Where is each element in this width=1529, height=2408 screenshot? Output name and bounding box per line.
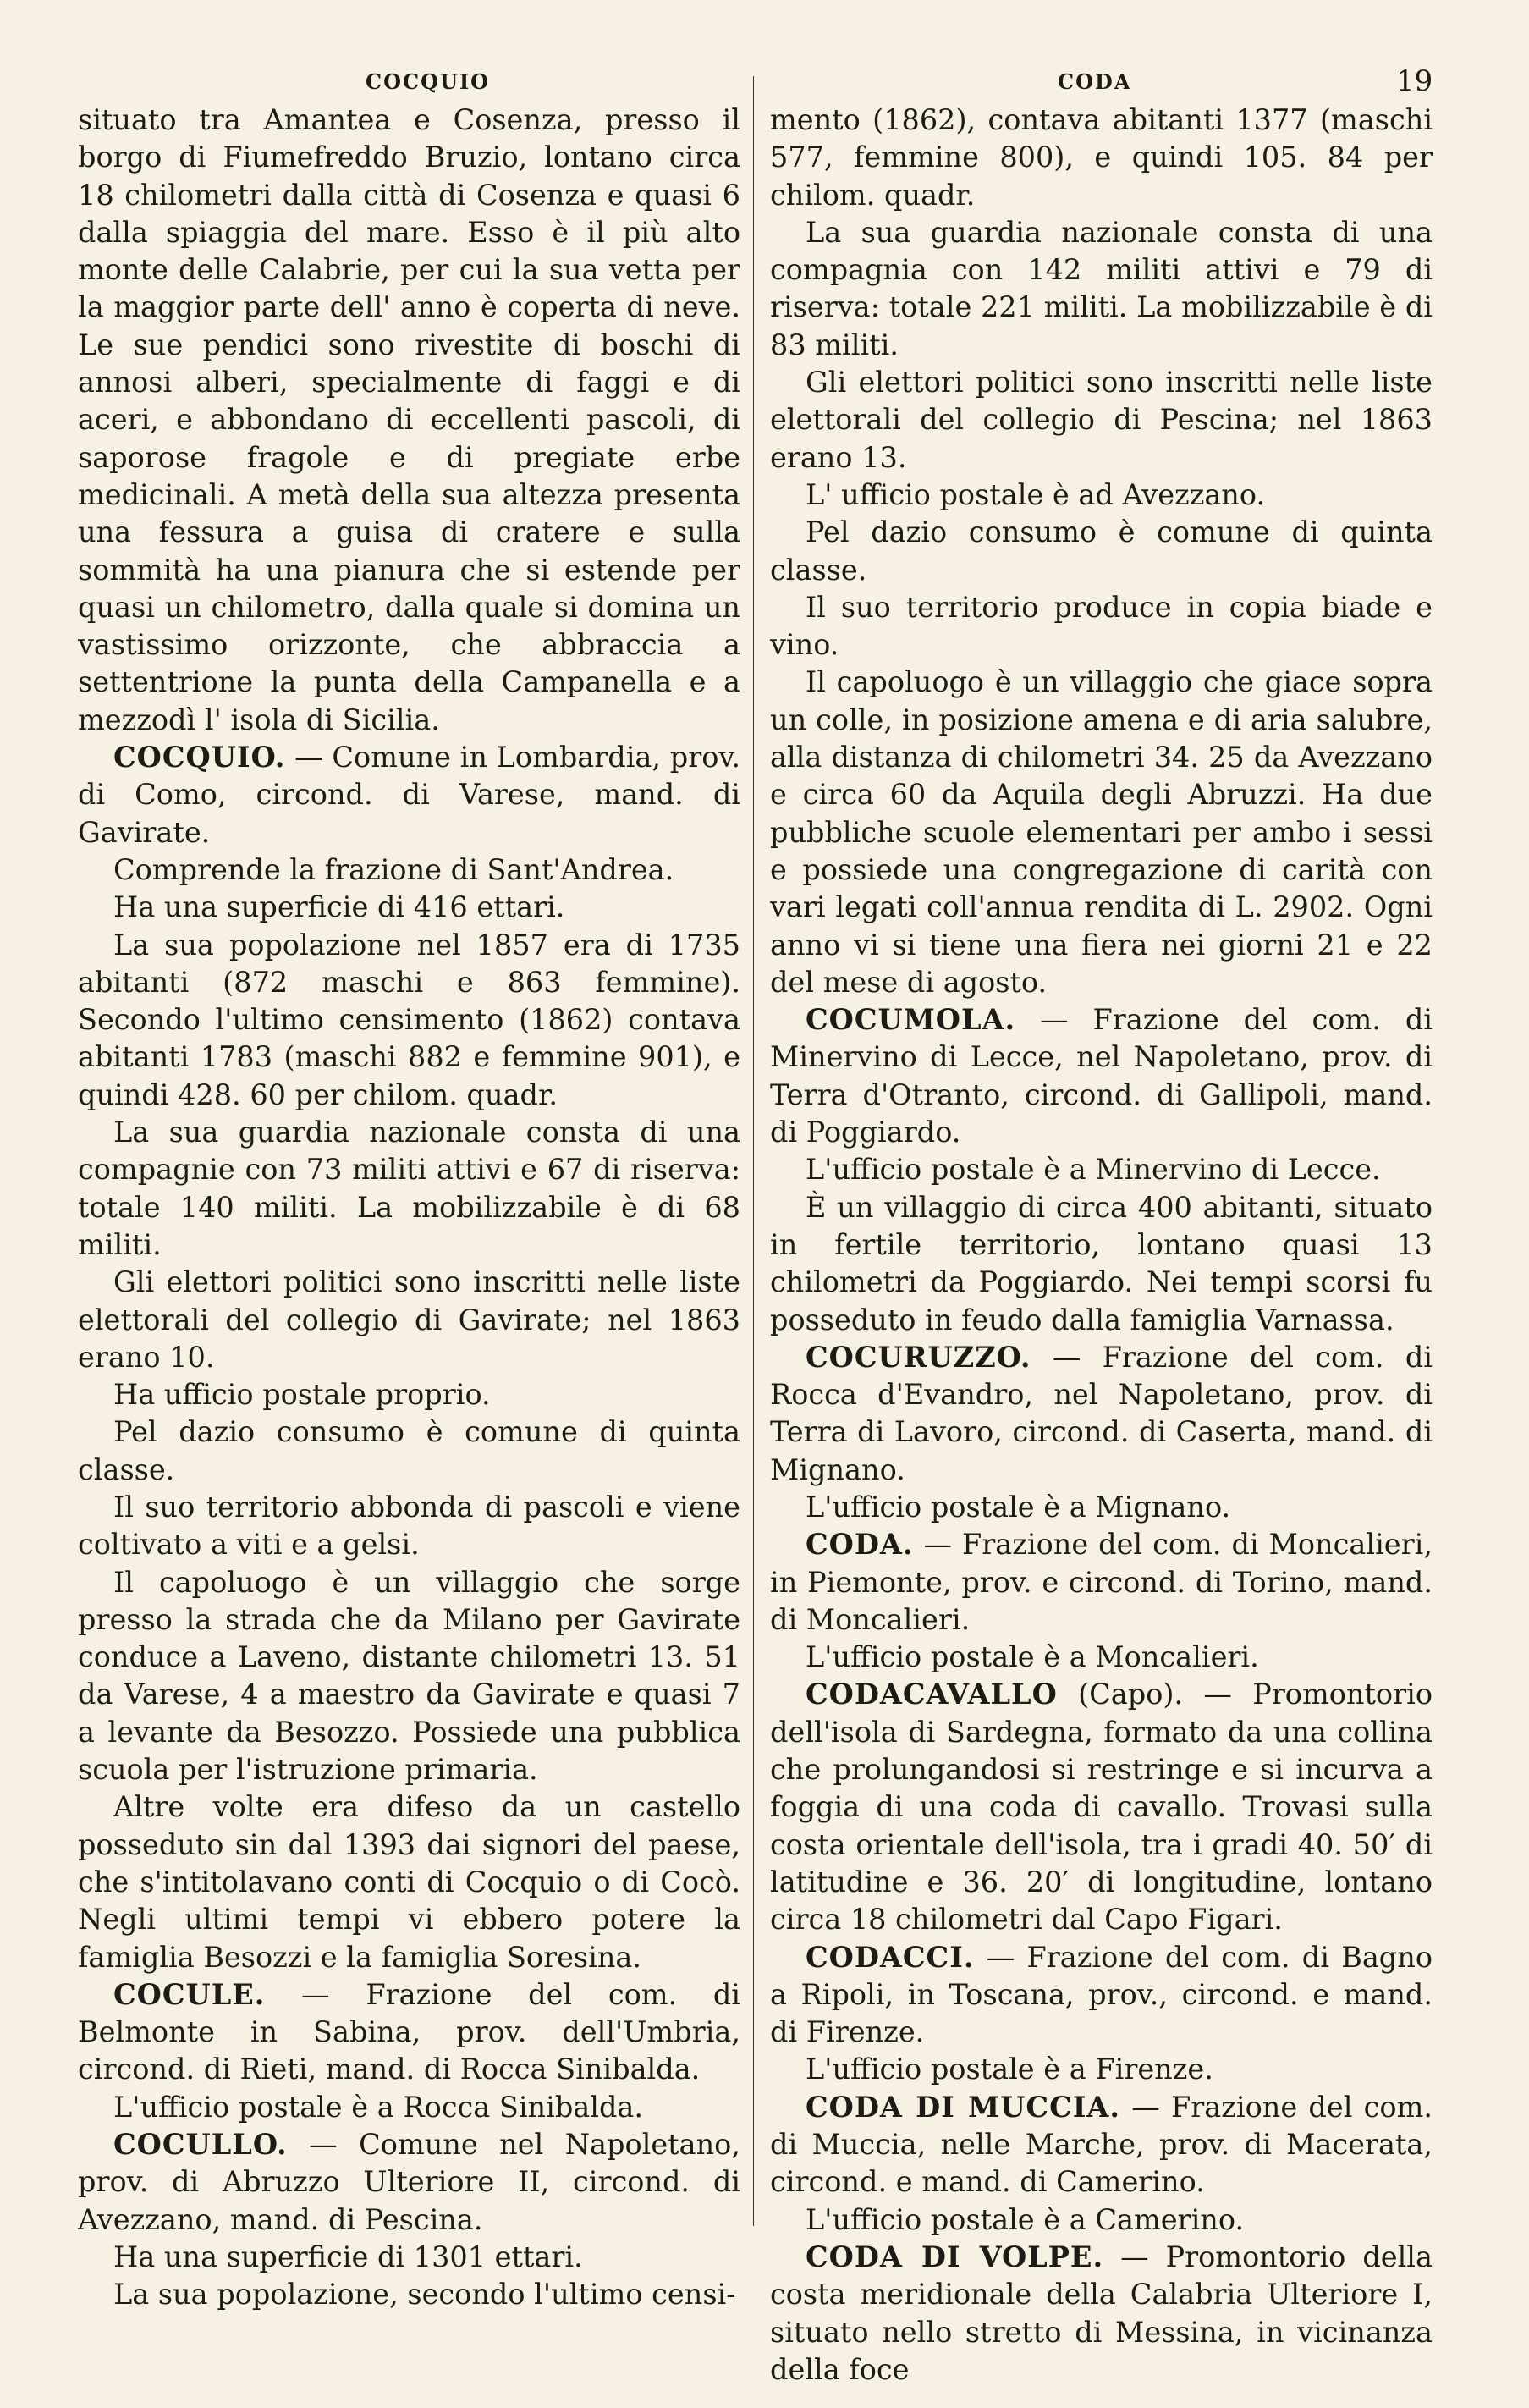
entry-text: (Capo). — Promontorio dell'isola di Sardegna, formato da una collina che prolungandosi si restringe e si incurva a foggia di una coda di cavallo. Trovasi sulla costa orientale dell'isola, tra i gradi 40. 50′ di latitudine e 36. 20′ di longitudine, lontano circa 18 chilometri dal Capo Figari. — [770, 1678, 1433, 1937]
entry-cocquio — [78, 739, 740, 851]
entry-text: — Comune in Lombardia, prov. di Como, circond. di Varese, mand. di Gavirate. — [78, 741, 740, 849]
paragraph: Gli elettori politici sono inscritti nelle liste elettorali del collegio di Gavirate; nel 1863 erano 10. — [78, 1265, 740, 1374]
entry-title: COCQUIO. — [113, 741, 286, 774]
paragraph: Pel dazio consumo è comune di quinta classe. — [78, 1415, 740, 1486]
entry-text: — Promontorio della costa meridionale della Calabria Ulteriore I, situato nello stretto di Messina, in vicinanza della foce — [770, 2240, 1433, 2386]
paragraph: La sua guardia nazionale consta di una compagnie con 73 militi attivi e 67 di riserva: totale 140 militi. La mobilizzabile è di 68 militi. — [78, 1116, 740, 1261]
running-head-left: COCQUIO — [366, 69, 491, 94]
entry-title: COCULLO. — [113, 2128, 288, 2162]
paragraph: L'ufficio postale è a Camerino. — [806, 2202, 1245, 2236]
paragraph: mento (1862), contava abitanti 1377 (maschi 577, femmine 800), e quindi 105. 84 per chilom. quadr. — [770, 103, 1433, 212]
paragraph: Comprende la frazione di Sant'Andrea. — [113, 852, 674, 886]
entry-text: — Comune nel Napoletano, prov. di Abruzzo Ulteriore II, circond. di Avezzano, mand. di Pescina. — [78, 2128, 740, 2236]
paragraph: L'ufficio postale è a Firenze. — [806, 2053, 1213, 2086]
paragraph: L'ufficio postale è a Minervino di Lecce. — [806, 1153, 1381, 1187]
entry-title: CODA DI MUCCIA. — [806, 2090, 1121, 2124]
right-column — [770, 102, 1433, 2386]
page-header — [0, 64, 1529, 103]
paragraph: Altre volte era difeso da un castello posseduto sin dal 1393 dai signori del paese, che s'intitolavano conti di Cocquio o di Cocò. Negli ultimi tempi vi ebbero potere la famiglia Besozzi e la famiglia Soresina. — [78, 1790, 740, 1974]
entry-title: COCULE. — [113, 1977, 266, 2011]
entry-text: — Frazione del com. di Belmonte in Sabina, prov. dell'Umbria, circond. di Rieti, mand. di Rocca Sinibalda. — [78, 1977, 740, 2086]
entry-cocullo — [78, 2126, 740, 2239]
paragraph: L'ufficio postale è a Moncalieri. — [806, 1640, 1259, 1674]
entry-cocumola — [770, 1001, 1433, 1151]
paragraph: L' ufficio postale è ad Avezzano. — [806, 477, 1266, 511]
paragraph: Il suo territorio produce in copia biade e vino. — [770, 590, 1433, 662]
paragraph: Ha una superficie di 416 ettari. — [113, 890, 565, 924]
paragraph: Il capoluogo è un villaggio che giace sopra un colle, in posizione amena e di aria salubre, alla distanza di chilometri 34. 25 da Avezzano e circa 60 da Aquila degli Abruzzi. Ha due pubbliche scuole elementari per ambo i sessi e possiede una congregazione di carità con vari legati coll'annua rendita di L. 2902. Ogni anno vi si tiene una fiera nei giorni 21 e 22 del mese di agosto. — [770, 665, 1433, 999]
entry-text: — Frazione del com. di Moncalieri, in Piemonte, prov. e circond. di Torino, mand. di Moncalieri. — [770, 1528, 1433, 1636]
paragraph: È un villaggio di circa 400 abitanti, situato in fertile territorio, lontano quasi 13 chilometri da Poggiardo. Nei tempi scorsi fu posseduto in feudo dalla famiglia Varnassa. — [770, 1190, 1433, 1336]
entry-title: CODA DI VOLPE. — [806, 2240, 1104, 2273]
paragraph: La sua popolazione, secondo l'ultimo censi- — [113, 2278, 736, 2312]
entry-title: CODA. — [806, 1528, 914, 1562]
entry-title: CODACAVALLO — [806, 1678, 1058, 1711]
paragraph: situato tra Amantea e Cosenza, presso il borgo di Fiumefreddo Bruzio, lontano circa 18 chilometri dalla città di Cosenza e quasi 6 dalla spiaggia del mare. Esso è il più alto monte delle Calabrie, per cui la sua vetta per la maggior parte dell' anno è coperta di neve. Le sue pendici sono rivestite di boschi di annosi alberi, specialmente di faggi e di aceri, e abbondano di eccellenti pascoli, di saporose fragole e di pregiate erbe medicinali. A metà della sua altezza presenta una fessura a guisa di cratere e sulla sommità ha una pianura che si estende per quasi un chilometro, dalla quale si domina un vastissimo orizzonte, che abbraccia a settentrione la punta della Campanella e a mezzodì l' isola di Sicilia. — [78, 103, 740, 736]
paragraph: Pel dazio consumo è comune di quinta classe. — [770, 515, 1433, 587]
column-divider — [753, 76, 754, 2226]
running-head-right: CODA — [1058, 69, 1132, 94]
page-number: 19 — [1396, 64, 1433, 98]
entry-codacci — [770, 1939, 1433, 2052]
entry-title: COCURUZZO. — [806, 1340, 1031, 1374]
paragraph: L'ufficio postale è a Rocca Sinibalda. — [113, 2090, 644, 2124]
entry-cocuruzzo — [770, 1339, 1433, 1489]
entry-text: — Frazione del com. di Minervino di Lecce, nel Napoletano, prov. di Terra d'Otranto, circond. di Gallipoli, mand. di Poggiardo. — [770, 1003, 1433, 1149]
entry-coda — [770, 1526, 1433, 1639]
paragraph: L'ufficio postale è a Mignano. — [806, 1490, 1231, 1524]
paragraph: Ha una superficie di 1301 ettari. — [113, 2240, 583, 2273]
paragraph: Gli elettori politici sono inscritti nelle liste elettorali del collegio di Pescina; nel 1863 erano 13. — [770, 366, 1433, 474]
entry-coda-di-muccia — [770, 2089, 1433, 2201]
entry-title: CODACCI. — [806, 1940, 975, 1974]
paragraph: Il capoluogo è un villaggio che sorge presso la strada che da Milano per Gavirate conduce a Laveno, distante chilometri 13. 51 da Varese, 4 a maestro da Gavirate e quasi 7 a levante da Besozzo. Possiede una pubblica scuola per l'istruzione primaria. — [78, 1565, 740, 1787]
entry-coda-di-volpe — [770, 2239, 1433, 2389]
paragraph: Il suo territorio abbonda di pascoli e viene coltivato a viti e a gelsi. — [78, 1490, 740, 1562]
entry-text: — Frazione del com. di Muccia, nelle Marche, prov. di Macerata, circond. e mand. di Camerino. — [770, 2090, 1433, 2199]
entry-cocule — [78, 1976, 740, 2089]
entry-text: — Frazione del com. di Rocca d'Evandro, nel Napoletano, prov. di Terra di Lavoro, circond. di Caserta, mand. di Mignano. — [770, 1340, 1433, 1486]
paragraph: Ha ufficio postale proprio. — [113, 1378, 491, 1412]
entry-text: — Frazione del com. di Bagno a Ripoli, in Toscana, prov., circond. e mand. di Firenze. — [770, 1940, 1433, 2049]
paragraph: La sua popolazione nel 1857 era di 1735 abitanti (872 maschi e 863 femmine). Secondo l'ultimo censimento (1862) contava abitanti 1783 (maschi 882 e femmine 901), e quindi 428. 60 per chilom. quadr. — [78, 928, 740, 1111]
paragraph: La sua guardia nazionale consta di una compagnia con 142 militi attivi e 79 di riserva: totale 221 militi. La mobilizzabile è di 83 militi. — [770, 215, 1433, 361]
left-column — [78, 102, 740, 2312]
entry-codacavallo — [770, 1676, 1433, 1938]
entry-title: COCUMOLA. — [806, 1003, 1016, 1037]
